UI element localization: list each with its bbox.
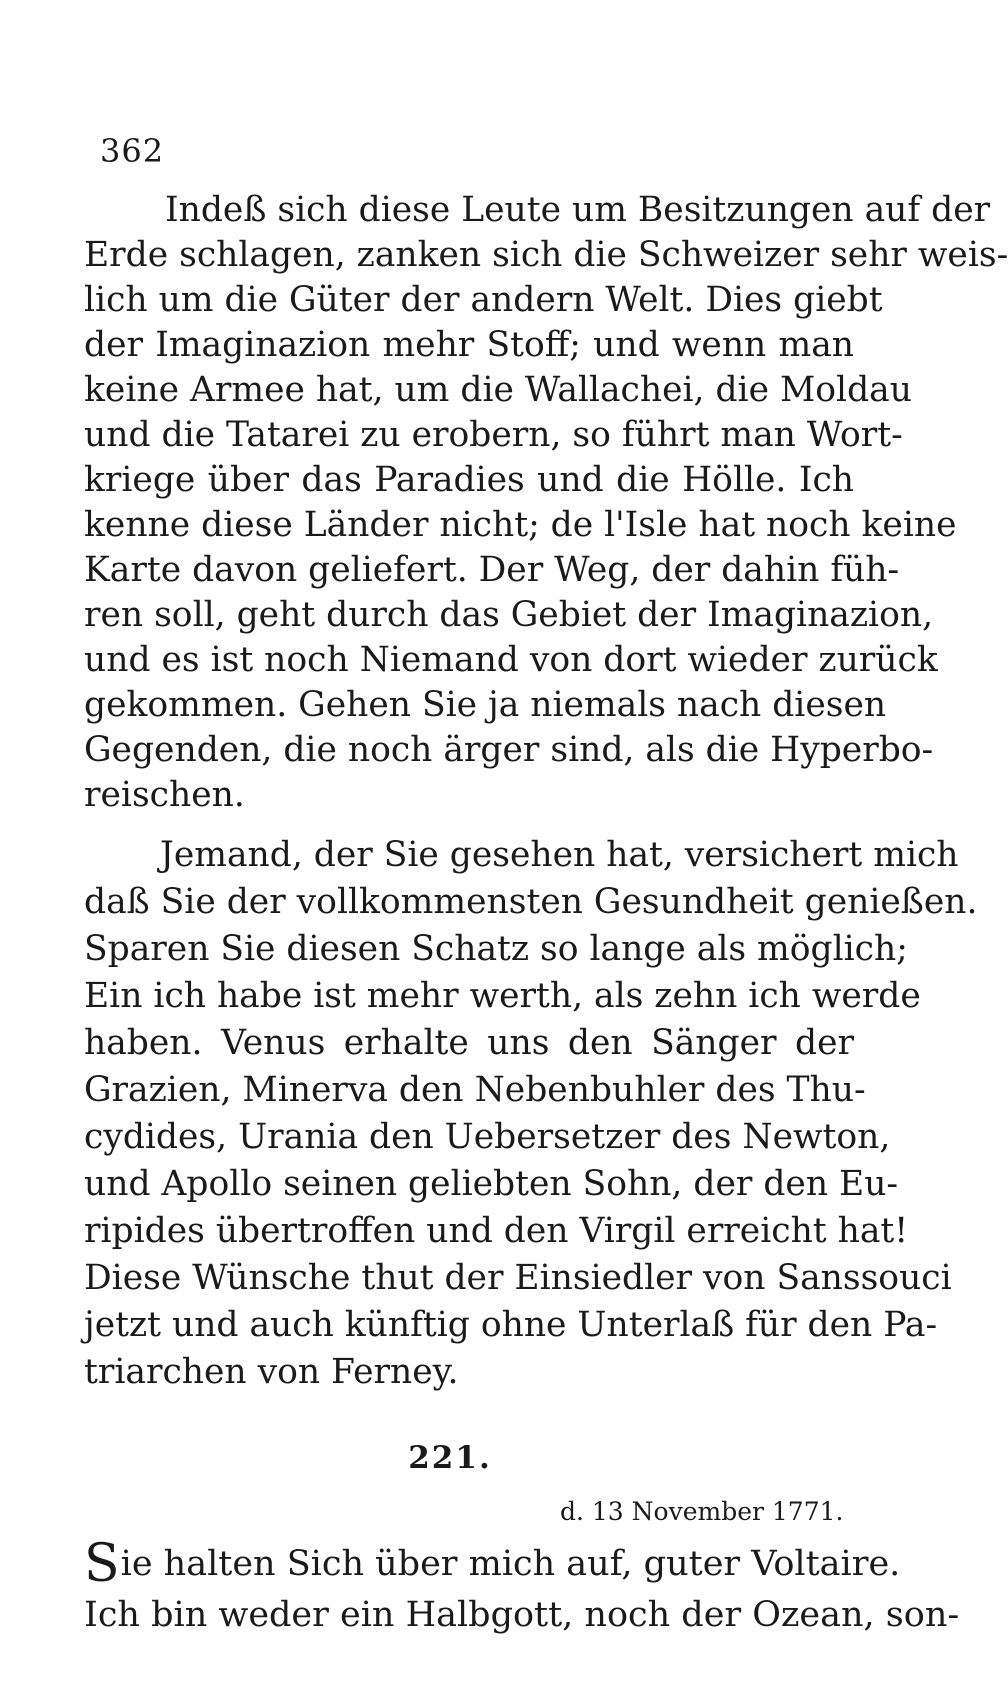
- letter-opening-line: [84, 1534, 901, 1594]
- text-line: der Imaginazion mehr Stoff; und wenn man: [84, 325, 854, 365]
- text-line: und Apollo seinen geliebten Sohn, der den Eu-: [84, 1164, 899, 1204]
- text-line: und die Tatarei zu erobern, so führt man Wort-: [84, 415, 903, 455]
- text-line: Gegenden, die noch ärger sind, als die Hyperbo-: [84, 730, 934, 770]
- text-line: gekommen. Gehen Sie ja niemals nach diesen: [84, 685, 887, 725]
- text-line: jetzt und auch künftig ohne Unterlaß für den Pa-: [84, 1305, 938, 1345]
- text-line: haben. Venus erhalte uns den Sänger der: [84, 1023, 854, 1063]
- text-line: daß Sie der vollkommensten Gesundheit genießen.: [84, 882, 978, 922]
- text-line: Sparen Sie diesen Schatz so lange als möglich;: [84, 929, 908, 969]
- text-line: kriege über das Paradies und die Hölle. Ich: [84, 460, 854, 500]
- text-line: kenne diese Länder nicht; de l'Isle hat noch keine: [84, 505, 957, 545]
- text-line: Grazien, Minerva den Nebenbuhler des Thu-: [84, 1070, 866, 1110]
- text-line: und es ist noch Niemand von dort wieder zurück: [84, 640, 938, 680]
- text-line: cydides, Urania den Uebersetzer des Newton,: [84, 1117, 891, 1157]
- letter-date: d. 13 November 1771.: [560, 1497, 844, 1526]
- text-line: ripides übertroffen und den Virgil erreicht hat!: [84, 1211, 909, 1251]
- text-line: lich um die Güter der andern Welt. Dies giebt: [84, 280, 883, 320]
- text-line: Ein ich habe ist mehr werth, als zehn ich werde: [84, 976, 921, 1016]
- text-line: Jemand, der Sie gesehen hat, versichert mich: [160, 835, 959, 875]
- text-line: Indeß sich diese Leute um Besitzungen auf der: [165, 190, 991, 230]
- text-line: ie halten Sich über mich auf, guter Voltaire.: [120, 1544, 901, 1584]
- letter-number: 221.: [408, 1440, 492, 1476]
- text-line: Ich bin weder ein Halbgott, noch der Ozean, son-: [84, 1595, 960, 1635]
- text-line: Diese Wünsche thut der Einsiedler von Sanssouci: [84, 1258, 952, 1298]
- drop-cap: S: [84, 1534, 120, 1594]
- text-line: reischen.: [84, 775, 245, 815]
- text-line: ren soll, geht durch das Gebiet der Imaginazion,: [84, 595, 934, 635]
- page-number: 362: [100, 132, 165, 170]
- text-line: triarchen von Ferney.: [84, 1352, 459, 1392]
- text-line: Karte davon geliefert. Der Weg, der dahin füh-: [84, 550, 900, 590]
- text-line: keine Armee hat, um die Wallachei, die Moldau: [84, 370, 912, 410]
- text-line: Erde schlagen, zanken sich die Schweizer sehr weis-: [84, 235, 1008, 275]
